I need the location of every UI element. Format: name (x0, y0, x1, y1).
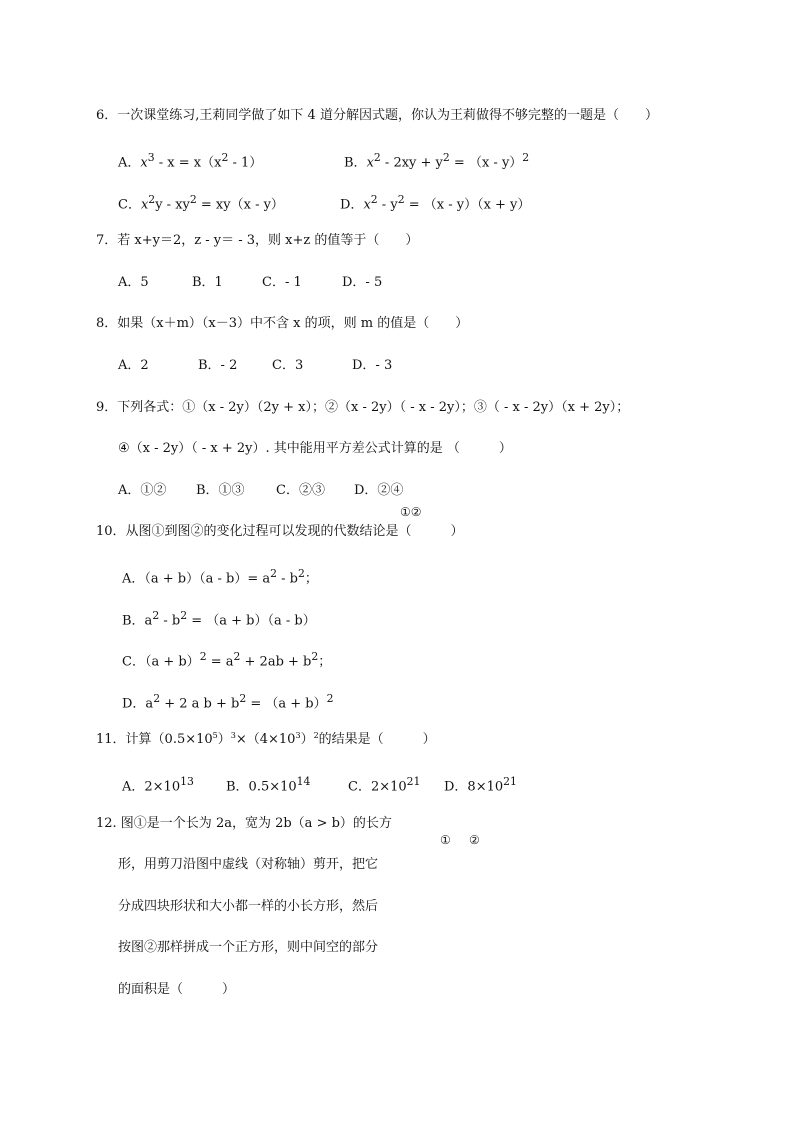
q10-option-b-text2: - b (159, 613, 181, 629)
q7-option-b: B．1 (192, 275, 223, 290)
q6-option-a-sup2: 2 (221, 151, 229, 164)
q9-option-c: C．②③ (276, 483, 325, 498)
q11-option-d (444, 774, 517, 795)
q10-option-c-text3: + 2ab + b (240, 654, 312, 670)
q10-option-c-text4: ； (318, 654, 332, 670)
q11-stem-text1: 11．计算（0.5×10 (96, 732, 213, 747)
q6-option-a (118, 150, 262, 171)
q8-option-c: C．3 (272, 358, 304, 373)
q6-option-d-prefix: D． (340, 197, 364, 213)
q7-stem: 7．若 x+y＝2，z - y＝ - 3，则 x+z 的值等于（ ） (96, 233, 419, 248)
q6-option-b-sup1: 2 (373, 151, 381, 164)
q6-stem: 6．一次课堂练习,王莉同学做了如下 4 道分解因式题，你认为王莉做得不够完整的一题是（ ） (96, 108, 658, 123)
q6-option-c-prefix: C． (118, 197, 141, 213)
q12-line-5: 的面积是（ ） (118, 982, 236, 997)
q11-stem-text3: ×（4×10 (235, 732, 296, 747)
q6-option-c-text1: x (140, 197, 149, 213)
q12-line-2: 形，用剪刀沿图中虚线（对称轴）剪开，把它 (118, 857, 379, 872)
q10-option-c (122, 649, 331, 670)
q10-option-a-text1: A．（a + b）（a - b）= a (122, 571, 271, 587)
q11-option-b-exp: 14 (296, 775, 311, 788)
q11-option-a (122, 774, 194, 795)
q10-option-a-sup2: 2 (298, 567, 305, 580)
q12-line-4: 按图②那样拼成一个正方形，则中间空的部分 (118, 940, 379, 955)
q8-stem: 8．如果（x＋m）（x－3）中不含 x 的项，则 m 的值是（ ） (96, 316, 469, 331)
q6-option-c-text2: y - xy (155, 197, 190, 213)
q9-option-b: B．①③ (196, 483, 245, 498)
q11-option-d-text: D．8×10 (444, 779, 504, 795)
q9-stem2: ④（x - 2y）（ - x + 2y）. 其中能用平方差公式计算的是 （ ） (118, 441, 512, 456)
q6-option-b (344, 150, 529, 171)
q11-option-a-exp: 13 (180, 775, 194, 788)
q11-stem-text5: 的结果是（ ） (318, 732, 436, 747)
q12-line-1: 12. 图①是一个长为 2a，宽为 2b（a > b）的长方 (96, 816, 392, 831)
q6-option-a-text2: - x = x（x (154, 155, 222, 171)
q11-option-b (226, 774, 310, 795)
q10-option-c-sup3: 2 (311, 650, 319, 663)
q6-option-d (340, 192, 530, 213)
q10-option-c-sup2: 2 (233, 650, 241, 663)
q6-option-a-sup1: 3 (147, 151, 155, 164)
q11-stem (96, 732, 436, 748)
q10-option-c-text2: = a (206, 654, 234, 670)
q10-option-d-sup1: 2 (153, 692, 161, 705)
q6-option-b-sup3: 2 (522, 151, 530, 164)
q10-option-b-text1: B．a (122, 613, 153, 629)
q6-option-d-sup2: 2 (397, 193, 405, 206)
q12-figure-2-label: ② (469, 833, 480, 847)
q11-option-b-text: B．0.5×10 (226, 779, 297, 795)
q10-option-b-sup2: 2 (180, 609, 188, 622)
q6-option-a-text3: - 1） (228, 155, 263, 171)
q10-option-a (122, 566, 318, 587)
q9-option-d: D．②④ (354, 483, 404, 498)
q10-option-d-text1: D．a (122, 696, 154, 712)
q6-option-b-text2: - 2xy + y (380, 155, 443, 171)
q10-option-b (122, 608, 316, 629)
q10-option-b-sup1: 2 (152, 609, 160, 622)
q6-option-d-text2: - y (377, 197, 398, 213)
q6-option-c-sup2: 2 (189, 193, 197, 206)
q10-option-d-text3: = （a + b） (246, 696, 327, 712)
q6-option-b-sup2: 2 (442, 151, 450, 164)
q10-option-d-sup2: 2 (239, 692, 247, 705)
q11-stem-exp2: 3 (230, 731, 236, 740)
q10-option-a-text2: - b (277, 571, 298, 587)
q8-option-d: D．- 3 (352, 358, 393, 373)
q6-option-d-text1: x (363, 197, 371, 213)
q11-stem-text2: ） (217, 732, 231, 747)
q11-option-c (348, 774, 420, 795)
q8-option-b: B．- 2 (198, 358, 238, 373)
q10-option-d (122, 691, 334, 712)
q11-stem-exp4: 2 (313, 731, 319, 740)
q8-option-a: A．2 (118, 358, 149, 373)
q10-option-c-text1: C．（a + b） (122, 654, 200, 670)
q10-option-d-text2: + 2 a b + b (160, 696, 240, 712)
figure-labels: ①② (400, 505, 422, 519)
q11-option-c-text: C．2×10 (348, 779, 407, 795)
q6-option-c-sup1: 2 (148, 193, 156, 206)
q6-option-b-text3: = （x - y） (449, 155, 523, 171)
q9-stem: 9．下列各式：①（x - 2y）（2y + x）；②（x - 2y）（ - x - 2y）；③（ - x - 2y）（x + 2y）； (96, 400, 630, 415)
q10-option-b-text3: = （a + b）（a - b） (187, 613, 316, 629)
q10-option-d-sup3: 2 (326, 692, 334, 705)
q6-option-c (118, 192, 284, 213)
q12-line-3: 分成四块形状和大小都一样的小长方形，然后 (118, 899, 379, 914)
q7-option-a: A．5 (118, 275, 149, 290)
q6-option-a-prefix: A． (118, 155, 141, 171)
q12-figure-1-label: ① (440, 833, 451, 847)
q9-option-a: A．①② (118, 483, 167, 498)
q10-option-a-sup1: 2 (270, 567, 278, 580)
q6-option-a-text1: x (140, 155, 148, 171)
q6-option-c-text3: = xy（x - y） (196, 197, 284, 213)
q6-option-d-sup1: 2 (370, 193, 378, 206)
q11-stem-exp3: 3 (295, 731, 301, 740)
q6-option-b-text1: x (366, 155, 374, 171)
q11-stem-exp1: 5 (212, 731, 218, 740)
q11-option-c-exp: 21 (406, 775, 421, 788)
q10-option-c-sup1: 2 (199, 650, 207, 663)
q11-stem-text4: ） (300, 732, 314, 747)
q6-option-d-text3: = （x - y）（x + y） (404, 197, 531, 213)
q11-option-a-text: A．2×10 (122, 779, 181, 795)
q6-option-b-prefix: B． (344, 155, 367, 171)
q11-option-d-exp: 21 (503, 775, 517, 788)
q7-option-c: C．- 1 (262, 275, 302, 290)
q10-stem: 10．从图①到图②的变化过程可以发现的代数结论是（ ） (96, 524, 464, 539)
q10-option-a-text3: ； (304, 571, 318, 587)
q7-option-d: D．- 5 (342, 275, 383, 290)
